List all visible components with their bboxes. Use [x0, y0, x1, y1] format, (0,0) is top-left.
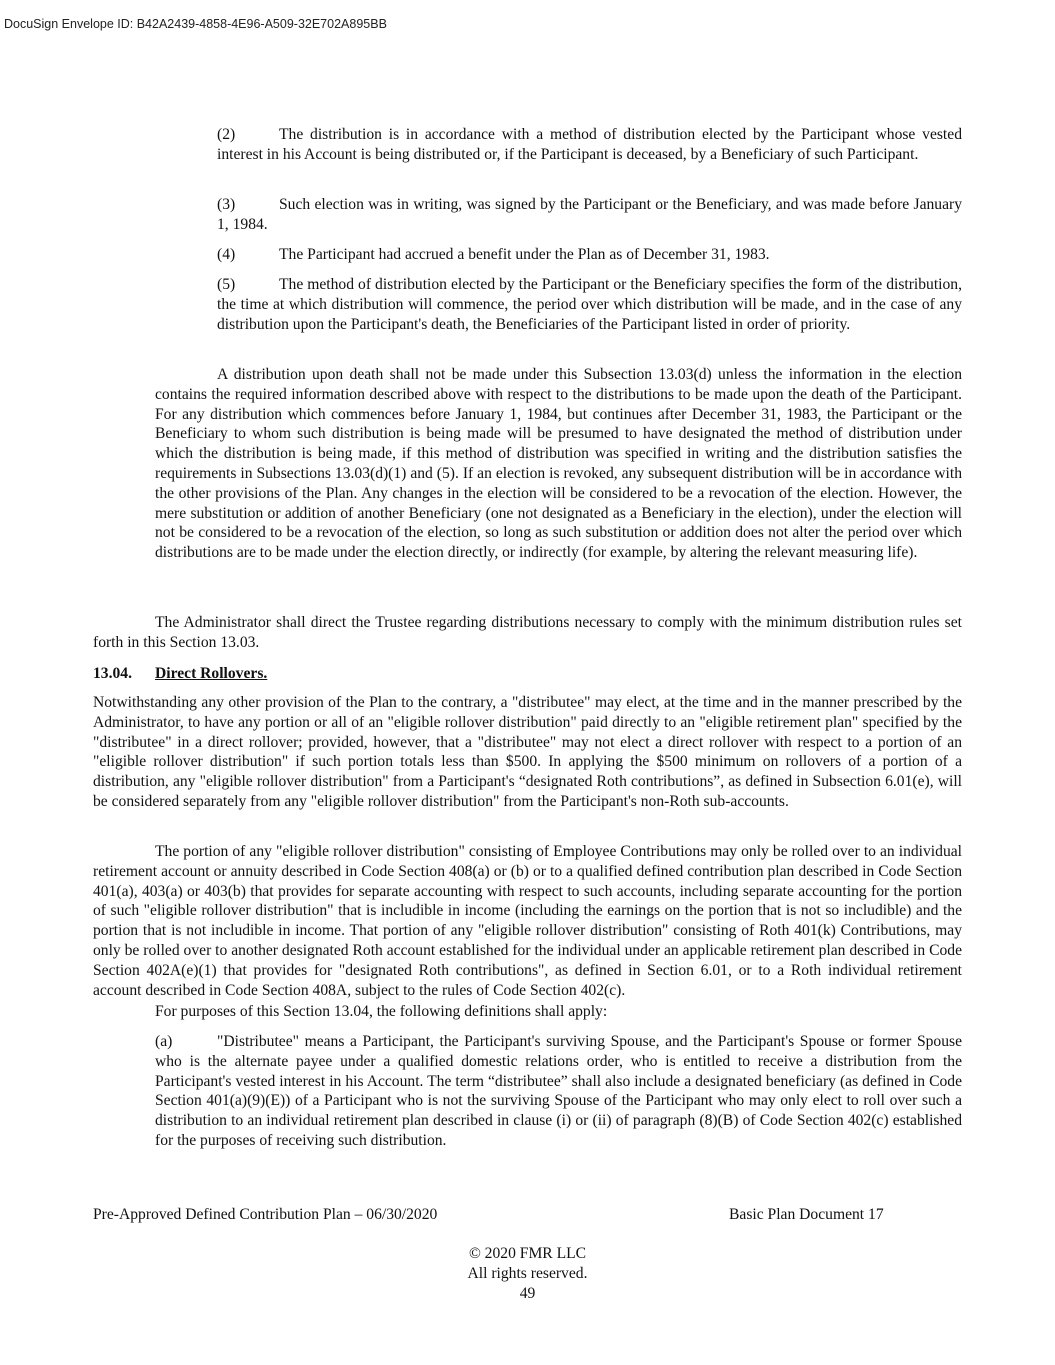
item-5-text: The method of distribution elected by the Participant or the Beneficiary specifies the form of the distribution, the time at which distribution will commence, the period over which distribution will be made, and in the case of any distribution upon the Participant's death, the Beneficiaries of the Participant listed in order of priority. — [217, 276, 962, 333]
item-a-text: "Distributee" means a Participant, the Participant's surviving Spouse, and the Participant's Spouse or former Spouse who is the alternate payee under a qualified domestic relations order, who is entitled to receive a distribution from the Participant's vested interest in his Account. The term “distributee” shall also include a designated beneficiary (as defined in Code Section 401(a)(9)(E)) of a Participant who is not the surviving Spouse of the Participant who may only elect to roll over such a distribution to an individual retirement plan described in clause (i) or (ii) of paragraph (8)(B) of Code Section 402(c) established for the purposes of receiving such distribution. — [155, 1033, 962, 1149]
paragraph-definitions-intro: For purposes of this Section 13.04, the following definitions shall apply: — [155, 1003, 608, 1020]
page-number: 49 — [519, 1285, 536, 1302]
item-a-number: (a) — [155, 1033, 173, 1050]
footer-document-name: Basic Plan Document 17 — [729, 1206, 884, 1223]
paragraph-death-distribution: A distribution upon death shall not be made under this Subsection 13.03(d) unless the information in the election contains the required information described above with respect to the distributions to be made upon the death of the Participant. For any distribution which commences before January 1, 1984, but continues after December 31, 1983, the Participant or the Beneficiary to whom such distribution is being made will be presumed to have designated the method of distribution under which the distribution is being made, if this method of distribution was specified in writing and the distribution satisfies the requirements in Subsections 13.03(d)(1) and (5). If an election is revoked, any subsequent distribution will be in accordance with the other provisions of the Plan. Any changes in the election will be considered to be a revocation of the election. However, the mere substitution or addition of another Beneficiary (one not designated as a Beneficiary in the election), under the election will not be considered to be a revocation of the election, so long as such substitution or addition does not alter the period over which distributions are to be made under the election directly, or indirectly (for example, by altering the relevant measuring life). — [155, 366, 962, 562]
item-4-number: (4) — [217, 246, 236, 263]
footer-plan-name: Pre-Approved Defined Contribution Plan – 06/30/2020 — [93, 1206, 438, 1223]
item-5-number: (5) — [217, 276, 236, 293]
item-4-text: The Participant had accrued a benefit under the Plan as of December 31, 1983. — [279, 246, 770, 263]
item-5 — [217, 275, 962, 334]
item-3 — [217, 195, 962, 235]
item-4 — [217, 245, 962, 265]
item-3-text: Such election was in writing, was signed by the Participant or the Beneficiary, and was made before January 1, 1984. — [217, 196, 962, 233]
section-heading — [93, 664, 267, 684]
docusign-envelope-id: DocuSign Envelope ID: B42A2439-4858-4E96-A509-32E702A895BB — [4, 17, 387, 31]
paragraph-notwithstanding: Notwithstanding any other provision of the Plan to the contrary, a "distributee" may elect, at the time and in the manner prescribed by the Administrator, to have any portion or all of an "eligible rollover distribution" paid directly to an "eligible retirement plan" specified by the "distributee" in a direct rollover; provided, however, that a "distributee" may not elect a direct rollover with respect to a portion of an "eligible rollover distribution" if such portion totals less than $500. In applying the $500 minimum on rollovers of a portion of a distribution, any "eligible rollover distribution" from a Participant's “designated Roth contributions”, as defined in Subsection 6.01(e), will be considered separately from any "eligible rollover distribution" from the Participant's non-Roth sub-accounts. — [93, 694, 962, 810]
item-2 — [217, 125, 962, 165]
item-2-number: (2) — [217, 126, 236, 143]
section-number: 13.04. — [93, 665, 132, 682]
item-2-text: The distribution is in accordance with a method of distribution elected by the Participant whose vested interest in his Account is being distributed or, if the Participant is deceased, by a Beneficiary of such Participant. — [217, 126, 962, 163]
footer-rights: All rights reserved. — [467, 1265, 588, 1282]
paragraph-employee-contributions: The portion of any "eligible rollover distribution" consisting of Employee Contributions may only be rolled over to an individual retirement account or annuity described in Code Section 408(a) or (b) or to a qualified defined contribution plan described in Code Section 401(a), 403(a) or 403(b) that provides for separate accounting with respect to such accounts, including separate accounting for the portion of such "eligible rollover distribution" that is includible in income (including the earnings on the portion that is not so includible) and the portion that is not includible in income. That portion of any "eligible rollover distribution" consisting of Roth 401(k) Contributions, may only be rolled over to another designated Roth account established for the individual under an applicable retirement plan described in Code Section 402A(e)(1) that provides for "designated Roth contributions", as defined in Section 6.01, or to a Roth individual retirement account described in Code Section 408A, subject to the rules of Code Section 402(c). — [93, 843, 962, 999]
section-title: Direct Rollovers. — [155, 665, 268, 682]
item-3-number: (3) — [217, 196, 236, 213]
paragraph-administrator: The Administrator shall direct the Trustee regarding distributions necessary to comply with the minimum distribution rules set forth in this Section 13.03. — [93, 614, 962, 651]
footer-copyright: © 2020 FMR LLC — [468, 1245, 587, 1262]
item-a — [155, 1032, 962, 1151]
